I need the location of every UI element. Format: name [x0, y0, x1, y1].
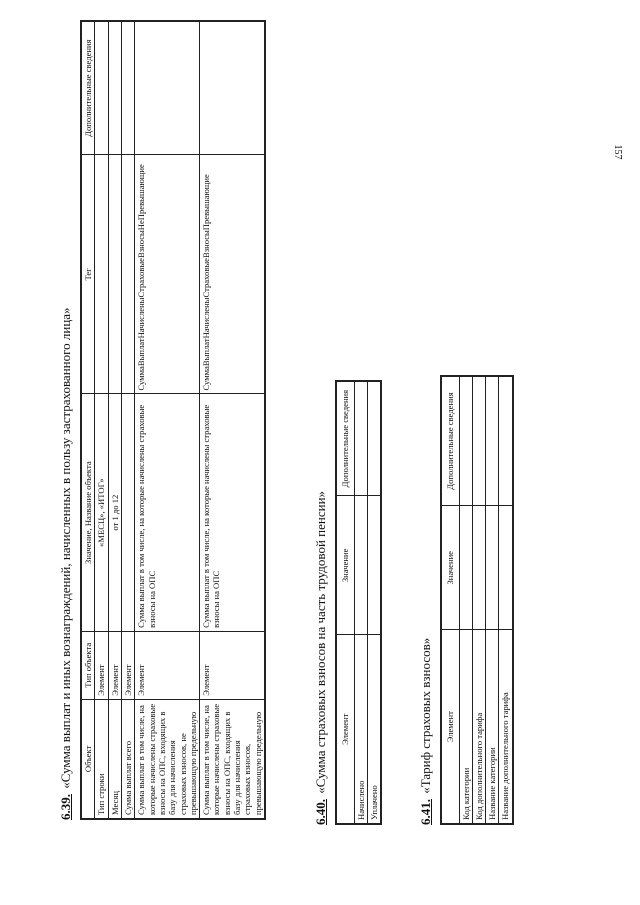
table-cell: Элемент: [135, 631, 200, 699]
table-cell: Название дополнительного тарифа: [499, 630, 513, 824]
column-header: Дополнительные сведения: [81, 21, 95, 155]
table-cell: Элемент: [108, 631, 121, 699]
table-row: [472, 376, 485, 824]
section-639-table: [80, 20, 266, 820]
section-641-number: 6.41.: [418, 799, 433, 825]
table-cell: [486, 376, 499, 506]
column-header: Объект: [81, 699, 95, 819]
table-cell: Код дополнительного тарифа: [472, 630, 485, 824]
section-639-heading: [58, 307, 74, 820]
section-641-table: [440, 375, 514, 825]
column-header: Тип объекта: [81, 631, 95, 699]
table-row: [108, 21, 121, 819]
table-cell: Уплачено: [367, 635, 381, 824]
table-cell: [121, 21, 134, 155]
table-row: [135, 21, 200, 819]
column-header: Дополнительные сведения: [336, 381, 354, 496]
table-cell: Месяц: [108, 699, 121, 819]
table-row: [459, 376, 472, 824]
section-639-title: «Сумма выплат и иных вознаграждений, начисленных в пользу застрахованного лица»: [58, 307, 73, 789]
column-header: Значение, Название объекта: [81, 394, 95, 631]
table-cell: [121, 155, 134, 394]
table-cell: [459, 376, 472, 506]
table-cell: [135, 21, 200, 155]
table-row: [200, 21, 265, 819]
table-cell: [95, 155, 108, 394]
table-cell: Код категории: [459, 630, 472, 824]
column-header: Элемент: [336, 635, 354, 824]
section-641-heading: [418, 638, 434, 825]
table-cell: [486, 506, 499, 630]
table-cell: СуммаВыплатНачисленыСтраховыеВзносыПревышающие: [200, 155, 265, 394]
table-row: [95, 21, 108, 819]
table-cell: [459, 506, 472, 630]
table-cell: Название категории: [486, 630, 499, 824]
table-cell: [354, 496, 367, 635]
column-header: Дополнительные сведения: [441, 376, 459, 506]
table-cell: [367, 496, 381, 635]
table-cell: [499, 376, 513, 506]
table-cell: Сумма выплат в том числе, на которые начислены страховые взносы на ОПС: [200, 394, 265, 631]
table-row: [499, 376, 513, 824]
table-row: [367, 381, 381, 824]
table-cell: [367, 381, 381, 496]
section-640-number: 6.40.: [313, 799, 328, 825]
table-cell: Сумма выплат всего: [121, 699, 134, 819]
column-header: Значение: [336, 496, 354, 635]
table-cell: Тип строки: [95, 699, 108, 819]
column-header: Элемент: [441, 630, 459, 824]
table-cell: от 1 до 12: [108, 394, 121, 631]
table-row: [354, 381, 367, 824]
table-cell: [95, 21, 108, 155]
table-row: [121, 21, 134, 819]
table-cell: [472, 376, 485, 506]
table-cell: Элемент: [95, 631, 108, 699]
column-header: Тег: [81, 155, 95, 394]
table-cell: [108, 155, 121, 394]
section-640-heading: [313, 491, 329, 825]
table-cell: Элемент: [200, 631, 265, 699]
table-cell: [472, 506, 485, 630]
page-number: 157: [612, 144, 623, 160]
section-640-table: [335, 380, 382, 825]
section-641-title: «Тариф страховых взносов»: [418, 637, 433, 794]
table-row: [486, 376, 499, 824]
table-cell: [499, 506, 513, 630]
table-cell: [121, 394, 134, 631]
table-cell: Сумма выплат в том числе, на которые начислены страховые взносы на ОПС, входящих в базу для начисления страховых взносов, превышающую предельную: [200, 699, 265, 819]
table-cell: [354, 381, 367, 496]
table-cell: [200, 21, 265, 155]
table-cell: «МЕСЦ», «ИТОГ»: [95, 394, 108, 631]
table-cell: Сумма выплат в том числе, на которые начислены страховые взносы на ОПС, входящих в базу для начисления страховых взносов, не превышающую предельную: [135, 699, 200, 819]
table-cell: Элемент: [121, 631, 134, 699]
table-header-row: [81, 21, 95, 819]
table-cell: СуммаВыплатНачисленыСтраховыеВзносыНеПревышающие: [135, 155, 200, 394]
table-cell: [108, 21, 121, 155]
section-639-number: 6.39.: [58, 794, 73, 820]
section-640-title: «Сумма страховых взносов на часть трудовой пенсии»: [313, 490, 328, 794]
table-cell: Сумма выплат в том числе, на которые начислены страховые взносы на ОПС: [135, 394, 200, 631]
table-header-row: [336, 381, 354, 824]
table-cell: Начислено: [354, 635, 367, 824]
column-header: Значение: [441, 506, 459, 630]
table-header-row: [441, 376, 459, 824]
